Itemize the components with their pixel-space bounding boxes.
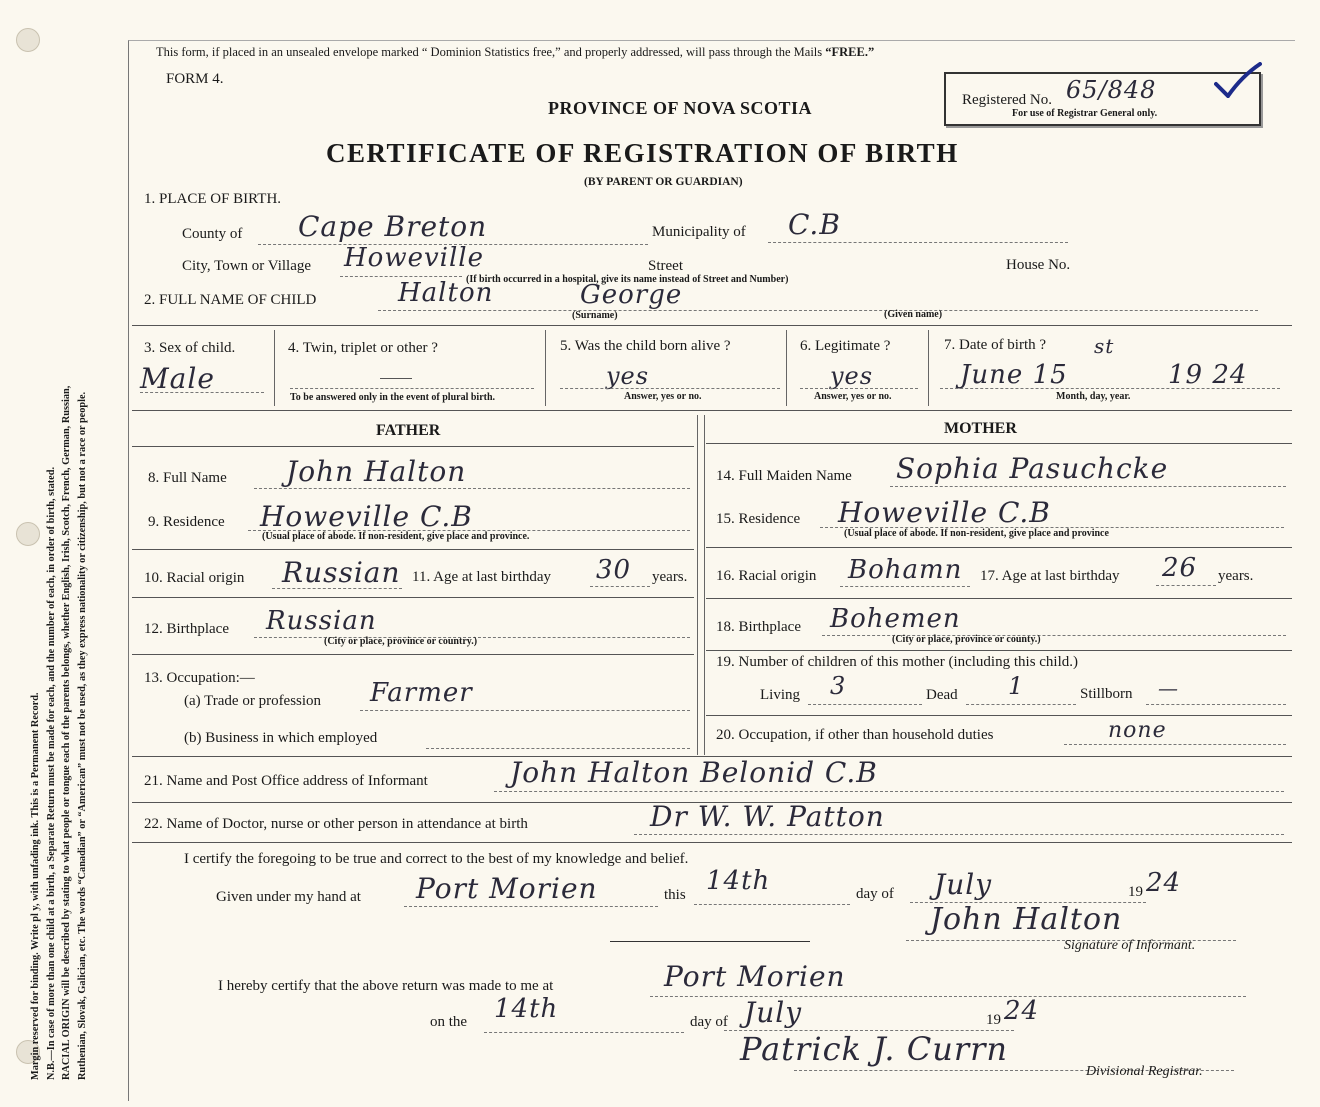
registrar-signature-caption: Divisional Registrar. (1086, 1064, 1203, 1079)
given-place: Port Morien (416, 872, 598, 905)
father-age-years: years. (652, 569, 688, 585)
informant-signature-caption: Signature of Informant. (1064, 938, 1196, 953)
twin-dash (380, 378, 412, 379)
doctor-value: Dr W. W. Patton (650, 800, 885, 833)
born-alive-caption: Answer, yes or no. (624, 391, 702, 402)
legitimate-label: 6. Legitimate ? (800, 338, 891, 354)
postal-note (156, 45, 874, 60)
dob-month-day: June 15 (960, 360, 1068, 390)
margin-note-line: Margin reserved for binding. Write pl y, with unfading ink. This is a Permanent Record. (30, 692, 41, 1080)
sex-value: Male (140, 362, 215, 395)
father-trade-label: (a) Trade or profession (184, 693, 322, 709)
mother-children-label: 19. Number of children of this mother (including this child.) (716, 654, 1079, 670)
municipality-label: Municipality of (652, 224, 746, 240)
dob-suffix: st (1094, 334, 1115, 358)
given-year: 24 (1146, 868, 1182, 898)
given-month: July (934, 868, 993, 901)
registrar-day-of-label: day of (690, 1014, 728, 1030)
given-label: Given under my hand at (216, 889, 361, 905)
mother-residence: Howeville C.B (838, 496, 1051, 529)
mother-birthplace: Bohemen (830, 604, 961, 634)
mother-birthplace-label: 18. Birthplace (716, 619, 801, 635)
mother-racial: Bohamn (848, 555, 963, 585)
registered-note: For use of Registrar General only. (1012, 108, 1158, 119)
father-trade: Farmer (370, 678, 473, 708)
dob-year: 19 24 (1168, 360, 1248, 390)
registrar-day: 14th (494, 994, 559, 1024)
city-value: Howeville (344, 243, 484, 273)
informant-signature: John Halton (930, 902, 1123, 937)
dead-value: 1 (1008, 672, 1025, 700)
mother-name-label: 14. Full Maiden Name (716, 468, 852, 484)
check-mark-icon (1214, 62, 1262, 98)
given-year-prefix: 19 (1128, 884, 1143, 900)
twin-note: To be answered only in the event of plural birth. (290, 392, 496, 403)
county-value: Cape Breton (298, 210, 488, 243)
mother-birthplace-note: (City or place, province or county.) (892, 634, 1041, 645)
father-residence: Howeville C.B (260, 500, 473, 533)
given-this-label: this (664, 887, 686, 903)
margin-notes (28, 20, 123, 1080)
dead-label: Dead (926, 687, 958, 703)
twin-label: 4. Twin, triplet or other ? (288, 340, 438, 356)
father-racial-label: 10. Racial origin (144, 570, 245, 586)
stillborn-label: Stillborn (1080, 686, 1133, 702)
margin-note-line: RACIAL ORIGIN will be described by stating to what people or tongue each of the parents belongs, whether English, Irish, Scotch, French, German, Russian, (61, 385, 72, 1080)
street-label: Street (648, 258, 683, 274)
father-birthplace: Russian (266, 606, 377, 636)
father-name-label: 8. Full Name (148, 470, 227, 486)
living-value: 3 (830, 672, 847, 700)
postal-note-text: This form, if placed in an unsealed envelope marked “ Dominion Statistics free,” and properly addressed, will pass through the Mails (156, 45, 826, 59)
father-racial: Russian (282, 556, 401, 589)
house-label: House No. (1006, 257, 1071, 273)
father-occupation-label: 13. Occupation:— (144, 670, 255, 686)
father-residence-label: 9. Residence (148, 514, 225, 530)
father-age: 30 (596, 555, 632, 585)
dob-label: 7. Date of birth ? (944, 337, 1047, 353)
child-given-name: George (580, 280, 683, 310)
born-alive-value: yes (606, 362, 650, 390)
registrar-month: July (744, 996, 803, 1029)
registrar-on-the-label: on the (430, 1014, 468, 1030)
given-day-of-label: day of (856, 886, 894, 902)
certification-statement: I certify the foregoing to be true and correct to the best of my knowledge and belief. (184, 851, 689, 867)
mother-age-years: years. (1218, 568, 1254, 584)
doctor-label: 22. Name of Doctor, nurse or other person in attendance at birth (144, 816, 528, 832)
province-heading: PROVINCE OF NOVA SCOTIA (548, 98, 813, 118)
mother-racial-label: 16. Racial origin (716, 568, 817, 584)
informant-value: John Halton Belonid C.B (510, 756, 878, 789)
father-heading: FATHER (376, 422, 441, 439)
registrar-year-prefix: 19 (986, 1012, 1001, 1028)
mother-occupation: none (1108, 718, 1167, 743)
municipality-value: C.B (788, 208, 841, 241)
mother-residence-label: 15. Residence (716, 511, 801, 527)
mother-occupation-label: 20. Occupation, if other than household duties (716, 727, 994, 743)
dob-caption: Month, day, year. (1056, 391, 1131, 402)
born-alive-label: 5. Was the child born alive ? (560, 338, 731, 354)
page-title: CERTIFICATE OF REGISTRATION OF BIRTH (326, 138, 959, 168)
given-name-caption: (Given name) (884, 309, 943, 320)
registrar-year: 24 (1004, 996, 1040, 1026)
informant-label: 21. Name and Post Office address of Informant (144, 773, 428, 789)
postal-note-free: “FREE.” (825, 45, 875, 59)
margin-note-line: Ruthenian, Slovak, Galician, etc. The words “Canadian” or “American” must not be used, as they express nationality or citizenship, but not a race or people. (76, 391, 88, 1080)
street-note: (If birth occurred in a hospital, give its name instead of Street and Number) (466, 274, 789, 285)
father-birthplace-note: (City or place, province or country.) (324, 636, 478, 647)
mother-age-label: 17. Age at last birthday (980, 568, 1120, 584)
mother-residence-note: (Usual place of abode. If non-resident, give place and province (844, 528, 1109, 539)
form-number: FORM 4. (166, 71, 224, 87)
father-business-label: (b) Business in which employed (184, 730, 378, 746)
legitimate-caption: Answer, yes or no. (814, 391, 892, 402)
sex-label: 3. Sex of child. (144, 340, 236, 356)
given-day: 14th (706, 866, 771, 896)
mother-age: 26 (1162, 553, 1198, 583)
child-name-label: 2. FULL NAME OF CHILD (144, 292, 317, 308)
mother-name: Sophia Pasuchcke (896, 452, 1169, 485)
registrar-signature: Patrick J. Currn (740, 1030, 1009, 1068)
father-birthplace-label: 12. Birthplace (144, 621, 229, 637)
living-label: Living (760, 687, 800, 703)
county-label: County of (182, 226, 243, 242)
registered-number: 65/848 (1066, 76, 1157, 104)
registrar-place: Port Morien (664, 960, 846, 993)
city-label: City, Town or Village (182, 258, 312, 274)
margin-note-line: N.B.—In case of more than one child at a birth, a Separate Return must be made for each, and the number of each, in order of birth, stated. (45, 466, 57, 1080)
registered-label: Registered No. (962, 92, 1052, 108)
surname-caption: (Surname) (572, 310, 618, 321)
registrar-statement: I hereby certify that the above return was made to me at (218, 978, 554, 994)
father-residence-note: (Usual place of abode. If non-resident, give place and province. (262, 531, 530, 542)
mother-heading: MOTHER (944, 420, 1017, 437)
page-subtitle: (BY PARENT OR GUARDIAN) (584, 176, 743, 188)
legitimate-value: yes (830, 362, 874, 390)
place-of-birth-heading: 1. PLACE OF BIRTH. (144, 191, 282, 207)
child-surname: Halton (398, 278, 494, 308)
stillborn-value: — (1158, 676, 1179, 700)
father-name: John Halton (286, 455, 467, 488)
father-age-label: 11. Age at last birthday (412, 569, 551, 585)
